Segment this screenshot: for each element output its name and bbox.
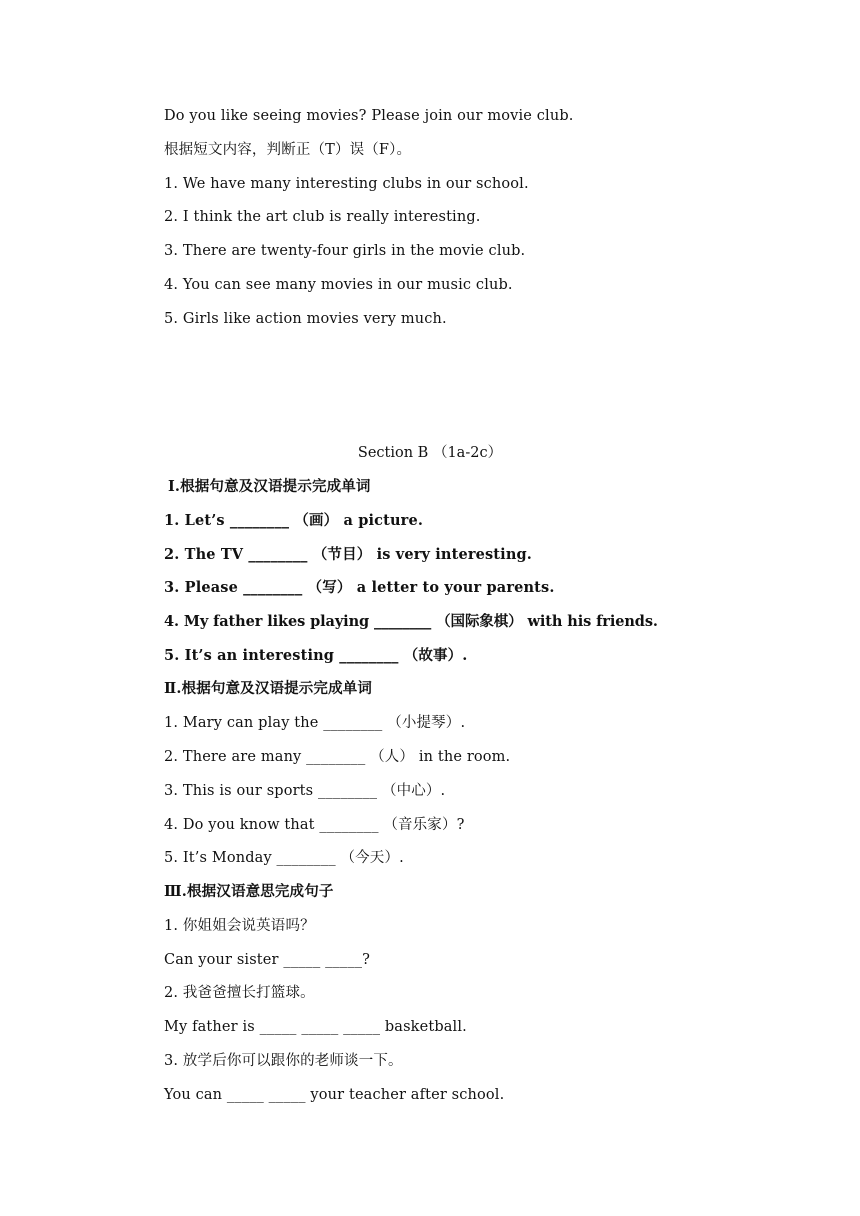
part2-item: 4. Do you know that ________ （音乐家）? [164,817,465,833]
part2-item: 3. This is our sports ________ （中心）. [164,783,446,799]
part1-heading: Ⅰ.根据句意及汉语提示完成单词 [168,478,371,495]
passage-closing-line: Do you like seeing movies? Please join our movie club. [164,108,574,124]
part3-heading: Ⅲ.根据汉语意思完成句子 [164,883,334,900]
true-false-item: 4. You can see many movies in our music club. [164,277,513,293]
part2-item: 2. There are many ________ （人） in the room. [164,749,511,765]
part1-item: 2. The TV ________ （节目） is very interesting. [164,546,532,563]
true-false-item: 2. I think the art club is really interesting. [164,209,481,225]
true-false-item: 5. Girls like action movies very much. [164,311,447,327]
part3-chinese-prompt: 1. 你姐姐会说英语吗？ [164,918,315,934]
part1-item: 3. Please ________ （写） a letter to your parents. [164,579,555,596]
part1-item: 1. Let’s ________ （画） a picture. [164,512,424,529]
part3-english-line: My father is _____ _____ _____ basketball. [164,1019,467,1035]
true-false-item: 1. We have many interesting clubs in our school. [164,176,529,192]
part1-item: 4. My father likes playing ________ （国际象棋） with his friends. [164,613,658,630]
true-false-item: 3. There are twenty-four girls in the movie club. [164,243,526,259]
part2-item: 1. Mary can play the ________ （小提琴）. [164,715,466,731]
part2-item: 5. It’s Monday ________ （今天）. [164,850,404,866]
part3-chinese-prompt: 2. 我爸爸擅长打篮球。 [164,985,315,1001]
true-false-instruction: 根据短文内容，判断正（T）误（F）。 [164,142,412,158]
part3-chinese-prompt: 3. 放学后你可以跟你的老师谈一下。 [164,1053,403,1069]
section-title: Section B （1a-2c） [357,445,503,461]
part3-english-line: You can _____ _____ your teacher after school. [164,1087,505,1103]
part2-heading: Ⅱ.根据句意及汉语提示完成单词 [164,680,373,697]
part1-item: 5. It’s an interesting ________ （故事）. [164,647,468,664]
part3-english-line: Can your sister _____ _____? [164,952,371,968]
